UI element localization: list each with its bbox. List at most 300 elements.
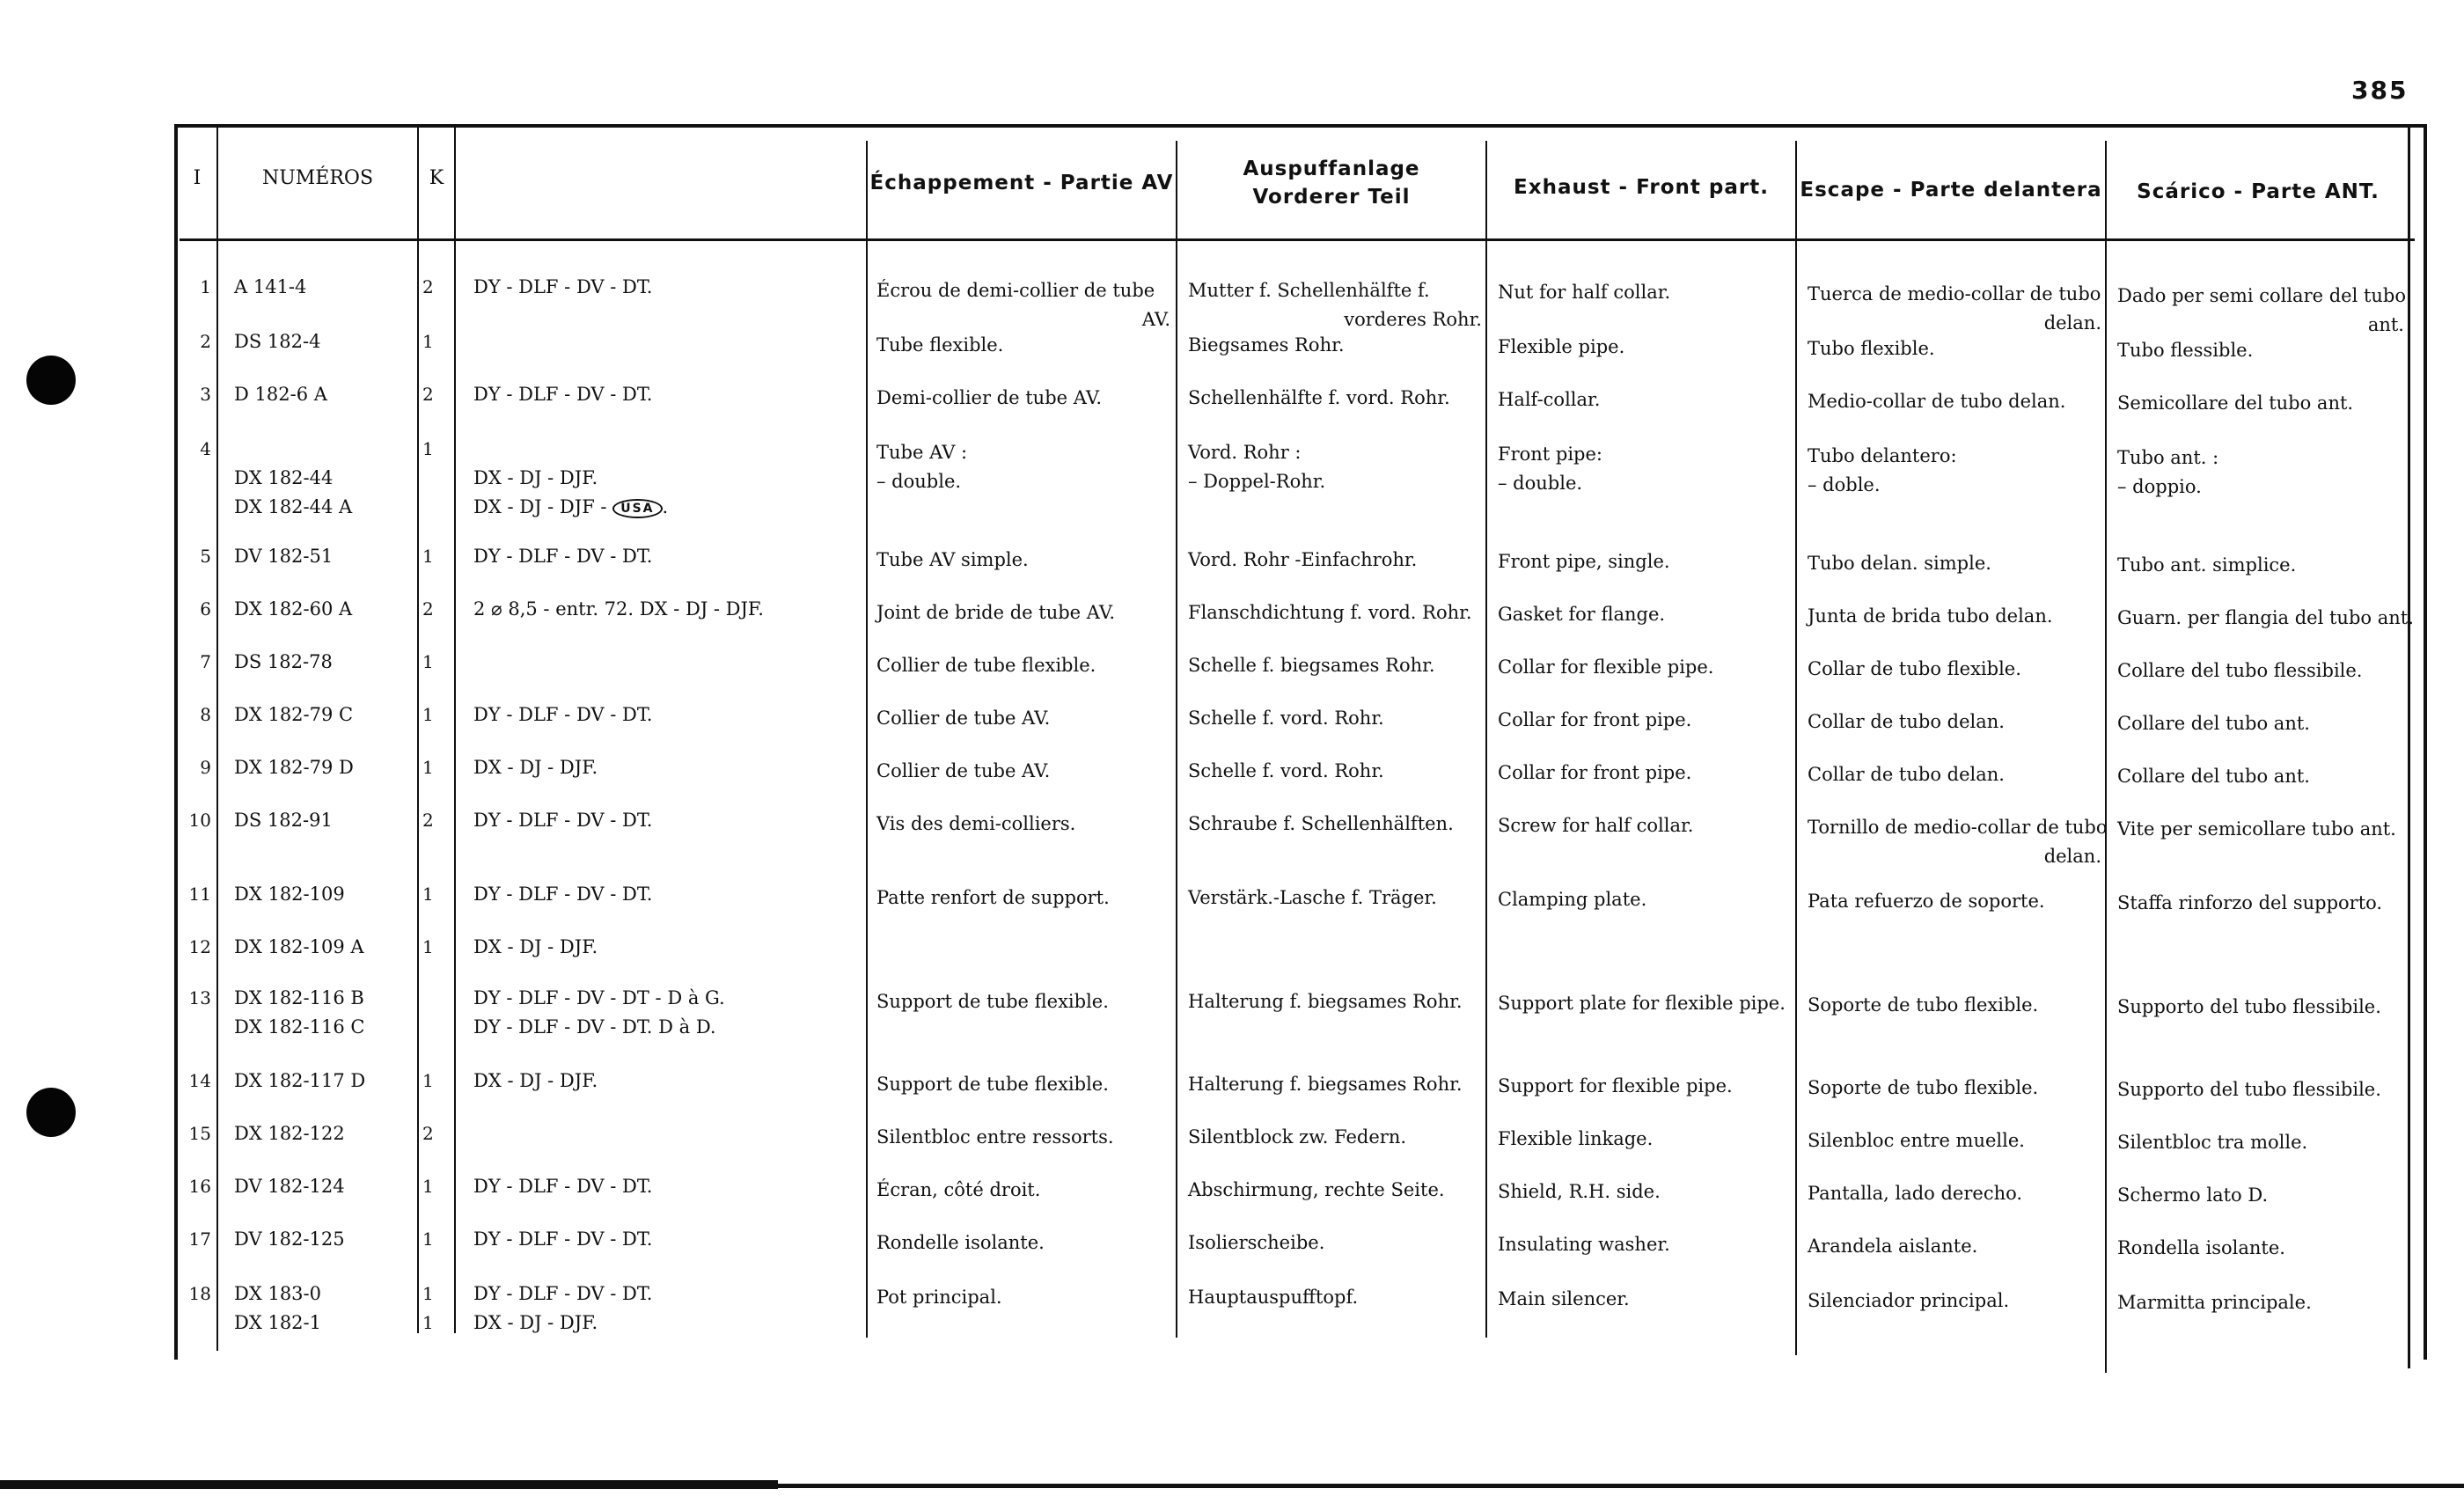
- it-text: Silentbloc tra molle.: [2117, 1132, 2308, 1153]
- de-text: Schelle f. vord. Rohr.: [1188, 760, 1384, 781]
- cell-app: [473, 595, 861, 624]
- app-line: [473, 1067, 861, 1096]
- nums-text: DX 182-109 A: [234, 936, 364, 957]
- cell-nums: [234, 380, 410, 409]
- cell-k: [422, 327, 451, 356]
- fr-text: Demi-collier de tube AV.: [876, 387, 1103, 408]
- cell-en: [1498, 811, 1792, 840]
- de-text: Schellenhälfte f. vord. Rohr.: [1188, 387, 1450, 408]
- en-line: [1498, 1285, 1792, 1314]
- row-index: 14: [188, 1070, 211, 1091]
- it-line: [2117, 815, 2404, 844]
- fr-line: [876, 467, 1170, 496]
- cell-de: [1188, 598, 1482, 627]
- it-line: [2117, 444, 2404, 473]
- fr-text: Silentbloc entre ressorts.: [876, 1126, 1114, 1148]
- app-text: DY - DLF - DV - DT.: [473, 546, 653, 567]
- cell-es: [1808, 813, 2108, 871]
- cell-it: [2117, 656, 2404, 686]
- cell-it: [2117, 389, 2404, 418]
- en-line: [1498, 440, 1792, 469]
- k-line: [422, 1119, 451, 1148]
- fr-text: Écrou de demi-collier de tube: [876, 280, 1155, 301]
- en-line: [1498, 1125, 1792, 1154]
- cell-en: [1498, 333, 1792, 362]
- nums-line: [234, 933, 410, 962]
- cell-fr: [876, 438, 1170, 496]
- cell-k: [422, 880, 451, 909]
- de-text: Schraube f. Schellenhälften.: [1188, 813, 1454, 834]
- cell-app: [473, 542, 861, 571]
- header-de-line2: Vorderer Teil: [1252, 186, 1411, 209]
- k-line: [422, 1309, 451, 1338]
- cell-i: [181, 880, 211, 909]
- fr-line: [876, 546, 1170, 575]
- cell-es: [1808, 655, 2101, 684]
- it-line: [2117, 1075, 2404, 1104]
- k-line: [422, 542, 451, 571]
- k-line: [422, 1225, 451, 1254]
- fr-line: [876, 1123, 1170, 1152]
- fr-line: [876, 598, 1170, 627]
- de-text: Abschirmung, rechte Seite.: [1188, 1179, 1445, 1200]
- cell-en: [1498, 278, 1792, 307]
- cell-es: [1808, 1074, 2101, 1103]
- fr-line: [876, 757, 1170, 786]
- k-text: 1: [422, 884, 434, 905]
- es-line: [1808, 887, 2101, 916]
- cell-fr: [876, 757, 1170, 786]
- row-index: 13: [188, 987, 211, 1008]
- nums-line: [234, 1280, 410, 1309]
- table-row: [0, 806, 2464, 867]
- de-line: [1188, 384, 1482, 413]
- app-line: [473, 1013, 861, 1042]
- nums-line: [234, 435, 410, 464]
- en-text: Flexible linkage.: [1498, 1128, 1654, 1149]
- app-text: DY - DLF - DV - DT.: [473, 810, 653, 831]
- de-line: [1188, 1228, 1482, 1258]
- cell-es: [1808, 387, 2101, 416]
- de-text: Vord. Rohr -Einfachrohr.: [1188, 549, 1418, 570]
- k-text: 2: [422, 1123, 434, 1144]
- nums-line: [234, 753, 410, 782]
- nums-text: DX 182-117 D: [234, 1070, 366, 1091]
- it-text: Tubo ant. simplice.: [2117, 554, 2297, 576]
- de-line: [1188, 1070, 1482, 1099]
- fr-text: – double.: [876, 471, 962, 492]
- app-line: [473, 700, 861, 730]
- cell-de: [1188, 276, 1482, 334]
- it-text: Rondella isolante.: [2117, 1237, 2285, 1258]
- k-text: 1: [422, 1283, 434, 1304]
- app-text: DY - DLF - DV - DT.: [473, 884, 653, 905]
- cell-i: [181, 435, 211, 464]
- app-line: DX - DJ - DJF - USA .: [473, 496, 669, 517]
- k-line: [422, 595, 451, 624]
- k-line: [422, 1172, 451, 1201]
- it-line: [2117, 762, 2404, 791]
- cell-it: [2117, 1128, 2404, 1157]
- cell-es: [1808, 708, 2101, 737]
- es-text: Pata refuerzo de soporte.: [1808, 891, 2045, 912]
- cell-it: [2117, 762, 2404, 791]
- fr-text: Écran, côté droit.: [876, 1179, 1041, 1200]
- app-line: [473, 464, 861, 493]
- table-row: [0, 595, 2464, 648]
- cell-en: [1498, 653, 1792, 682]
- es-text: Silenbloc entre muelle.: [1808, 1130, 2025, 1151]
- app-text: DX - DJ - DJF.: [473, 1070, 598, 1091]
- cell-app: [473, 880, 861, 909]
- de-text: vorderes Rohr.: [1344, 309, 1482, 330]
- row-index: 3: [200, 384, 211, 405]
- cell-i: [181, 1119, 211, 1148]
- fr-line: [876, 384, 1170, 413]
- nums-text: DV 182-51: [234, 546, 334, 567]
- cell-fr: [876, 1070, 1170, 1099]
- de-text: Biegsames Rohr.: [1188, 334, 1345, 356]
- en-line: [1498, 759, 1792, 788]
- de-line: [1188, 1176, 1482, 1205]
- row-index: 15: [188, 1123, 211, 1144]
- de-text: Halterung f. biegsames Rohr.: [1188, 991, 1463, 1012]
- row-index: 18: [188, 1283, 211, 1304]
- de-line: [1188, 438, 1482, 467]
- nums-text: A 141-4: [234, 276, 307, 297]
- it-line: [2117, 656, 2404, 686]
- app-text: DY - DLF - DV - DT. D à D.: [473, 1016, 716, 1038]
- cell-es: [1808, 442, 2101, 500]
- app-line: [473, 542, 861, 571]
- table-row: [0, 1225, 2464, 1278]
- cell-it: [2117, 1234, 2404, 1263]
- cell-fr: [876, 1228, 1170, 1258]
- table-row: [0, 933, 2464, 986]
- cell-it: [2117, 1288, 2404, 1317]
- nums-line: [234, 380, 410, 409]
- en-text: Shield, R.H. side.: [1498, 1181, 1661, 1202]
- usa-stamp-icon: USA: [612, 499, 662, 518]
- cell-nums: [234, 1280, 410, 1338]
- row-index: 9: [200, 757, 211, 778]
- nums-text: D 182-6 A: [234, 384, 327, 405]
- cell-de: [1188, 1123, 1482, 1152]
- cell-app: [473, 1172, 861, 1201]
- fr-text: AV.: [1141, 309, 1170, 330]
- es-line: [1808, 1232, 2101, 1261]
- en-text: Collar for flexible pipe.: [1498, 656, 1714, 678]
- cell-i: [181, 806, 211, 835]
- app-line: [473, 1225, 861, 1254]
- nums-text: DS 182-4: [234, 331, 321, 352]
- nums-text: DX 182-116 B: [234, 987, 364, 1008]
- k-text: 1: [422, 546, 434, 567]
- es-text: Medio-collar de tubo delan.: [1808, 391, 2066, 412]
- it-line: [2117, 551, 2404, 580]
- fr-text: Collier de tube AV.: [876, 760, 1051, 781]
- nums-text: DV 182-124: [234, 1176, 345, 1197]
- cell-de: [1188, 1176, 1482, 1205]
- k-line: [422, 327, 451, 356]
- bottom-rule-right: [778, 1484, 2464, 1488]
- page-number: 385: [2351, 76, 2409, 105]
- es-line: [1808, 760, 2101, 789]
- cell-i: [181, 327, 211, 356]
- row-index: 11: [188, 884, 211, 905]
- fr-text: Vis des demi-colliers.: [876, 813, 1076, 834]
- table-row: [0, 1119, 2464, 1172]
- cell-it: [2117, 336, 2404, 365]
- fr-text: Collier de tube AV.: [876, 708, 1051, 729]
- fr-text: Support de tube flexible.: [876, 991, 1109, 1012]
- cell-es: [1808, 549, 2101, 578]
- en-text: Main silencer.: [1498, 1288, 1630, 1309]
- k-line: [422, 880, 451, 909]
- en-text: Support for flexible pipe.: [1498, 1075, 1733, 1096]
- app-line: [473, 380, 861, 409]
- cell-nums: [234, 595, 410, 624]
- es-text: Tornillo de medio-collar de tubo: [1808, 817, 2108, 838]
- es-text: Tuerca de medio-collar de tubo: [1808, 283, 2101, 304]
- k-line: [422, 933, 451, 962]
- app-line: [473, 753, 861, 782]
- it-line: [2117, 1234, 2404, 1263]
- cell-it: [2117, 815, 2404, 844]
- table-row: [0, 648, 2464, 700]
- cell-i: [181, 380, 211, 409]
- cell-en: [1498, 385, 1792, 414]
- header-fr: Échappement - Partie AV: [869, 172, 1174, 194]
- cell-k: [422, 700, 451, 730]
- nums-text: DX 182-44: [234, 467, 334, 488]
- cell-k: [422, 753, 451, 782]
- en-text: Insulating washer.: [1498, 1234, 1670, 1255]
- app-line: [473, 1309, 861, 1338]
- en-line: [1498, 547, 1792, 576]
- fr-text: Patte renfort de support.: [876, 887, 1110, 908]
- cell-i: [181, 700, 211, 730]
- es-text: Junta de brida tubo delan.: [1808, 605, 2053, 627]
- header-numeros: NUMÉROS: [261, 167, 374, 189]
- app-text: DY - DLF - DV - DT - D à G.: [473, 987, 725, 1008]
- cell-nums: [234, 1225, 410, 1254]
- it-line: [2117, 1128, 2404, 1157]
- app-text: DY - DLF - DV - DT.: [473, 1228, 653, 1250]
- nums-line: [234, 880, 410, 909]
- table-row: [0, 700, 2464, 753]
- cell-de: [1188, 651, 1482, 680]
- table-row: [0, 380, 2464, 433]
- cell-i: [181, 933, 211, 962]
- it-text: Vite per semicollare tubo ant.: [2117, 818, 2396, 840]
- es-text: Pantalla, lado derecho.: [1808, 1183, 2023, 1204]
- nums-line: [234, 542, 410, 571]
- cell-es: [1808, 1179, 2101, 1208]
- row-index: 7: [200, 651, 211, 672]
- es-text: delan.: [2043, 846, 2101, 867]
- k-line: [422, 806, 451, 835]
- it-line: [2117, 336, 2404, 365]
- nums-line: [234, 595, 410, 624]
- cell-nums: [234, 1067, 410, 1096]
- cell-es: [1808, 1232, 2101, 1261]
- it-line: [2117, 473, 2404, 502]
- row-index: 4: [200, 438, 211, 459]
- en-text: Collar for front pipe.: [1498, 762, 1692, 783]
- es-line: [1808, 280, 2101, 309]
- de-text: Silentblock zw. Federn.: [1188, 1126, 1407, 1148]
- k-text: 1: [422, 331, 434, 352]
- es-text: Silenciador principal.: [1808, 1290, 2010, 1311]
- cell-nums: [234, 984, 410, 1042]
- de-text: Halterung f. biegsames Rohr.: [1188, 1074, 1463, 1095]
- bottom-rule-left: [0, 1480, 778, 1489]
- es-line: [1808, 813, 2108, 842]
- cell-en: [1498, 1230, 1792, 1259]
- fr-text: Pot principal.: [876, 1287, 1002, 1308]
- nums-line: [234, 464, 410, 493]
- es-line: [1808, 442, 2101, 471]
- row-index: 5: [200, 546, 211, 567]
- table-row: [0, 880, 2464, 933]
- en-text: Collar for front pipe.: [1498, 709, 1692, 730]
- k-line: [422, 435, 451, 464]
- cell-nums: [234, 933, 410, 962]
- table-row: [0, 542, 2464, 595]
- es-text: Collar de tubo delan.: [1808, 764, 2005, 785]
- de-line: [1188, 598, 1482, 627]
- row-index: 12: [188, 936, 211, 957]
- cell-k: [422, 380, 451, 409]
- it-text: Collare del tubo flessibile.: [2117, 660, 2363, 681]
- fr-text: Tube AV :: [876, 442, 968, 463]
- app-text: 2 ⌀ 8,5 - entr. 72. DX - DJ - DJF.: [473, 598, 764, 620]
- it-text: Staffa rinforzo del supporto.: [2117, 892, 2383, 913]
- cell-nums: [234, 327, 410, 356]
- cell-k: [422, 542, 451, 571]
- it-text: Semicollare del tubo ant.: [2117, 392, 2354, 414]
- it-text: Supporto del tubo flessibile.: [2117, 1079, 2381, 1100]
- cell-de: [1188, 438, 1482, 496]
- es-line: [1808, 708, 2101, 737]
- row-index: 2: [200, 331, 211, 352]
- nums-text: DX 182-79 D: [234, 757, 354, 778]
- k-line: [422, 1280, 451, 1309]
- cell-es: [1808, 1126, 2101, 1155]
- en-line: [1498, 600, 1792, 629]
- it-line: [2117, 1181, 2404, 1210]
- es-line: [1808, 387, 2101, 416]
- nums-text: DX 182-116 C: [234, 1016, 365, 1038]
- nums-line: [234, 1013, 410, 1042]
- de-line: [1188, 331, 1482, 360]
- es-line: [1808, 1287, 2101, 1316]
- es-text: – doble.: [1808, 474, 1881, 495]
- fr-line: [876, 651, 1170, 680]
- cell-nums: [234, 880, 410, 909]
- cell-app: [473, 933, 861, 962]
- nums-line: [234, 1172, 410, 1201]
- es-text: Tubo flexible.: [1808, 338, 1935, 359]
- cell-app: [473, 753, 861, 782]
- en-text: Gasket for flange.: [1498, 604, 1666, 625]
- es-line: [1808, 842, 2101, 871]
- cell-en: [1498, 1285, 1792, 1314]
- app-text: DY - DLF - DV - DT.: [473, 384, 653, 405]
- table-row: [0, 1172, 2464, 1225]
- it-text: Tubo flessible.: [2117, 340, 2254, 361]
- it-line: [2117, 389, 2404, 418]
- k-text: 2: [422, 598, 434, 620]
- de-line: [1188, 704, 1482, 733]
- cell-k: [422, 648, 451, 677]
- en-line: [1498, 989, 1792, 1018]
- it-line: [2117, 993, 2404, 1022]
- cell-de: [1188, 1283, 1482, 1312]
- cell-k: [422, 273, 451, 302]
- table-row: [0, 1067, 2464, 1119]
- cell-it: [2117, 993, 2404, 1022]
- cell-app: [473, 273, 861, 302]
- it-line: [2117, 1288, 2404, 1317]
- es-text: delan.: [2043, 312, 2101, 334]
- fr-text: Tube flexible.: [876, 334, 1004, 356]
- en-line: [1498, 885, 1792, 914]
- it-line: [2117, 709, 2404, 738]
- app-line: [473, 1172, 861, 1201]
- en-line: [1498, 1230, 1792, 1259]
- de-text: – Doppel-Rohr.: [1188, 471, 1326, 492]
- en-line: [1498, 469, 1792, 498]
- de-text: Schelle f. biegsames Rohr.: [1188, 655, 1435, 676]
- k-text: 1: [422, 704, 434, 725]
- cell-app: [473, 380, 861, 409]
- cell-de: [1188, 1070, 1482, 1099]
- app-text: DX - DJ - DJF.: [473, 1312, 598, 1333]
- k-line: [422, 648, 451, 677]
- es-text: Soporte de tubo flexible.: [1808, 994, 2039, 1016]
- nums-text: DX 182-122: [234, 1123, 345, 1144]
- nums-line: [234, 984, 410, 1013]
- en-line: [1498, 653, 1792, 682]
- cell-de: [1188, 884, 1482, 913]
- cell-fr: [876, 704, 1170, 733]
- it-text: Tubo ant. :: [2117, 447, 2219, 468]
- es-line: [1808, 471, 2101, 500]
- row-index: 1: [200, 276, 211, 297]
- table-row: [0, 273, 2464, 335]
- fr-line: [876, 987, 1170, 1016]
- app-text: DY - DLF - DV - DT.: [473, 704, 653, 725]
- nums-text: DX 182-79 C: [234, 704, 354, 725]
- it-text: Marmitta principale.: [2117, 1292, 2312, 1313]
- cell-i: [181, 753, 211, 782]
- app-text: DY - DLF - DV - DT.: [473, 1176, 653, 1197]
- k-text: 1: [422, 1312, 434, 1333]
- app-text: DX - DJ - DJF.: [473, 936, 598, 957]
- header-divider: [180, 238, 2415, 241]
- cell-de: [1188, 810, 1482, 839]
- nums-text: DX 182-44 A: [234, 496, 353, 517]
- fr-line: [876, 704, 1170, 733]
- app-text: DX - DJ - DJF.: [473, 757, 598, 778]
- nums-line: [234, 700, 410, 730]
- cell-k: [422, 933, 451, 962]
- cell-it: [2117, 604, 2414, 633]
- es-text: Tubo delantero:: [1808, 445, 1957, 466]
- cell-fr: [876, 276, 1170, 334]
